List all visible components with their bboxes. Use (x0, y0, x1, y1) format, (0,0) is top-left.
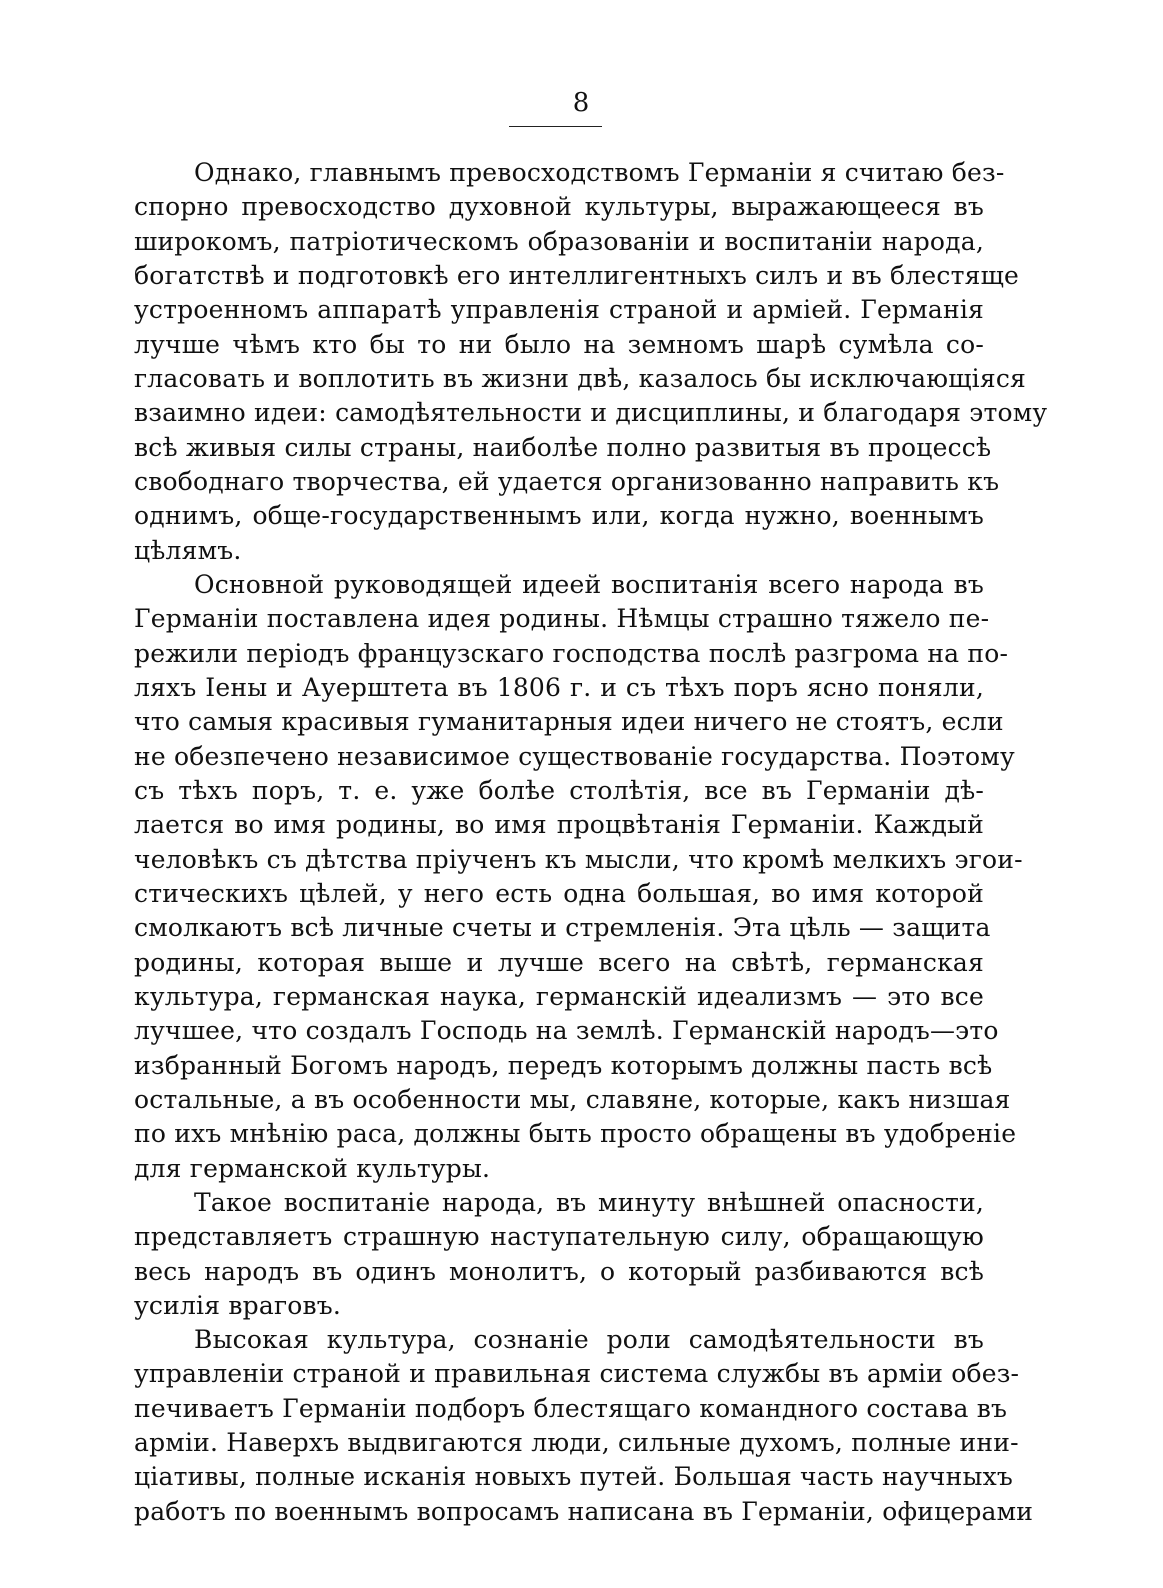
text-line: Основной руководящей идеей воспитанія всего народа въ (194, 569, 984, 599)
text-line: свободнаго творчества, ей удается организованно направить къ (134, 466, 1000, 496)
text-line: лается во имя родины, во имя процвѣтанія Германіи. Каждый (134, 810, 984, 840)
text-line: стическихъ цѣлей, у него есть одна большая, во имя которой (134, 878, 984, 908)
text-line: устроенномъ аппаратѣ управленія страной и арміей. Германія (134, 295, 984, 325)
paragraph (134, 568, 1023, 1186)
text-line: съ тѣхъ поръ, т. е. уже болѣе столѣтія, все въ Германіи дѣ- (134, 775, 984, 805)
text-line: ціативы, полные исканія новыхъ путей. Большая часть научныхъ (134, 1462, 1013, 1492)
paragraph (134, 156, 1048, 568)
text-line: смолкаютъ всѣ личные счеты и стремленія. Эта цѣль — защита (134, 913, 991, 943)
text-line: весь народъ въ одинъ монолитъ, о который разбиваются всѣ (134, 1256, 984, 1286)
text-line: печиваетъ Германіи подборъ блестящаго командного состава въ (134, 1393, 1008, 1423)
text-line: работъ по военнымъ вопросамъ написана въ Германіи, офицерами (134, 1496, 1034, 1526)
text-line: арміи. Наверхъ выдвигаются люди, сильные духомъ, полные ини- (134, 1428, 1019, 1458)
text-line: избранный Богомъ народъ, передъ которымъ должны пасть всѣ (134, 1050, 993, 1080)
text-line: режили періодъ французскаго господства послѣ разгрома на по- (134, 638, 1009, 668)
text-line: усилія враговъ. (134, 1290, 342, 1320)
page-header (0, 88, 1163, 118)
text-line: по ихъ мнѣнію раса, должны быть просто обращены въ удобреніе (134, 1119, 1017, 1149)
text-line: человѣкъ съ дѣтства пріученъ къ мысли, что кромѣ мелкихъ эгои- (134, 844, 1023, 874)
text-line: Однако, главнымъ превосходствомъ Германіи я считаю без- (194, 158, 1005, 187)
text-line: гласовать и воплотить въ жизни двѣ, казалось бы исключающіяся (134, 363, 1027, 393)
text-line: ляхъ Іены и Ауерштета въ 1806 г. и съ тѣхъ поръ ясно поняли, (134, 672, 984, 702)
text-line: цѣлямъ. (134, 535, 242, 565)
text-line: не обезпечено независимое существованіе государства. Поэтому (134, 741, 1015, 771)
paragraph (134, 1186, 984, 1323)
text-line: широкомъ, патріотическомъ образованіи и воспитаніи народа, (134, 226, 984, 256)
text-line: богатствѣ и подготовкѣ его интеллигентныхъ силъ и въ блестяще (134, 260, 1020, 290)
text-line: однимъ, обще-государственнымъ или, когда нужно, военнымъ (134, 501, 984, 531)
paragraph (134, 1323, 1034, 1529)
text-line: родины, которая выше и лучше всего на свѣтѣ, германская (134, 947, 984, 977)
text-line: Высокая культура, сознаніе роли самодѣятельности въ (194, 1325, 984, 1355)
text-line: лучшее, что создалъ Господь на землѣ. Германскій народъ—это (134, 1016, 999, 1046)
text-line: лучше чѣмъ кто бы то ни было на земномъ шарѣ сумѣла со- (134, 329, 984, 359)
text-line: что самыя красивыя гуманитарныя идеи ничего не стоятъ, если (134, 707, 1004, 737)
text-line: Такое воспитаніе народа, въ минуту внѣшней опасности, (194, 1187, 984, 1217)
header-rule (509, 126, 602, 127)
text-line: Германіи поставлена идея родины. Нѣмцы страшно тяжело пе- (134, 604, 990, 634)
body-text (134, 156, 1048, 1529)
text-line: всѣ живыя силы страны, наиболѣе полно развитыя въ процессѣ (134, 432, 992, 462)
text-line: управленіи страной и правильная система службы въ арміи обез- (134, 1359, 1020, 1389)
text-line: остальные, а въ особенности мы, славяне, которые, какъ низшая (134, 1084, 1011, 1114)
text-line: для германской культуры. (134, 1153, 491, 1183)
page-number: 8 (572, 88, 591, 118)
text-line: спорно превосходство духовной культуры, выражающееся въ (134, 192, 984, 222)
text-line: взаимно идеи: самодѣятельности и дисциплины, и благодаря этому (134, 398, 1048, 428)
text-line: культура, германская наука, германскій идеализмъ — это все (134, 981, 984, 1011)
text-line: представляетъ страшную наступательную силу, обращающую (134, 1222, 984, 1252)
